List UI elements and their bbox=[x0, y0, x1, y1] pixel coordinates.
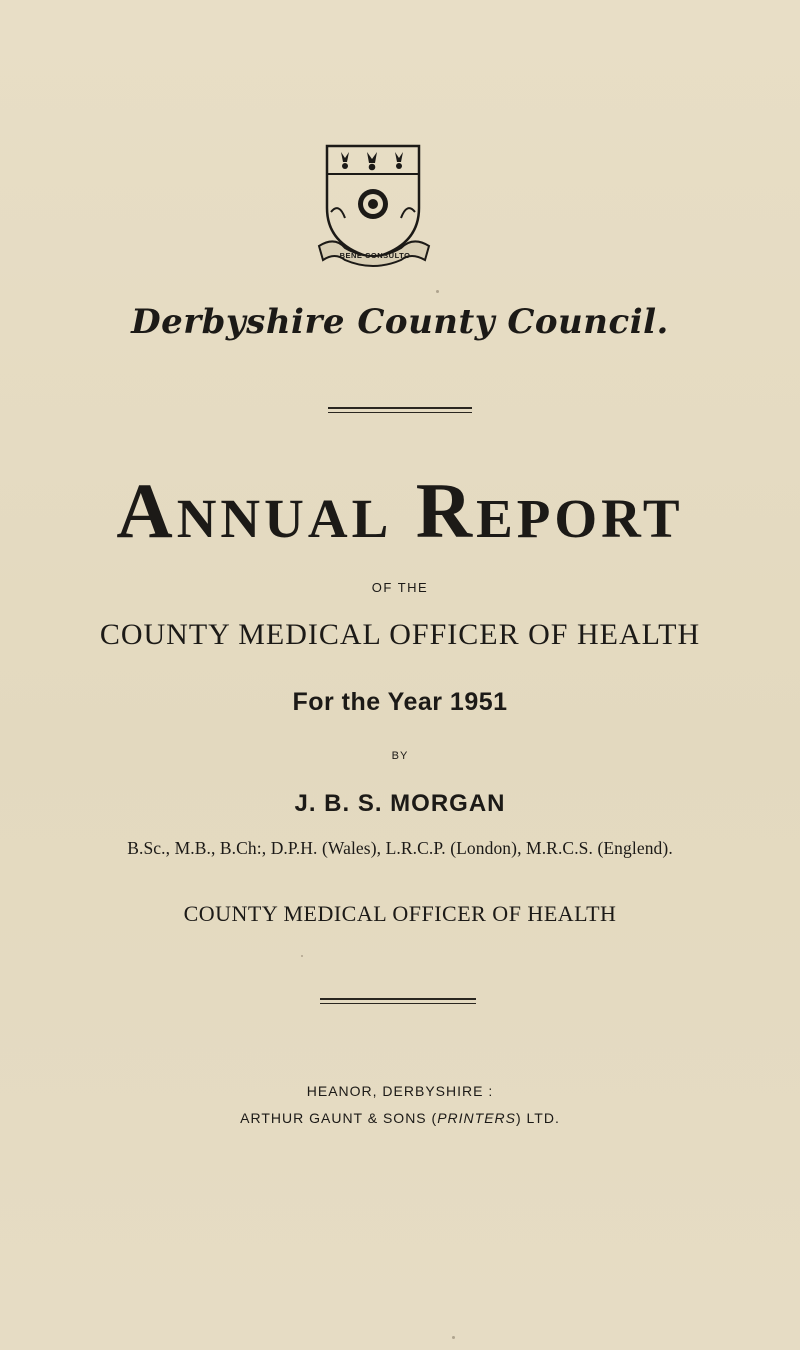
author-qualifications: B.Sc., M.B., B.Ch:, D.P.H. (Wales), L.R.C.P. (London), M.R.C.S. (Englend). bbox=[127, 838, 673, 858]
officer-subtitle: COUNTY MEDICAL OFFICER OF HEALTH bbox=[183, 901, 617, 926]
of-the-label: OF THE bbox=[371, 580, 429, 595]
printer-location: HEANOR, DERBYSHIRE : bbox=[306, 1083, 494, 1099]
officer-heading: COUNTY MEDICAL OFFICER OF HEALTH bbox=[99, 618, 701, 651]
printer-name-pre: ARTHUR GAUNT & SONS ( bbox=[240, 1110, 438, 1126]
county-crest-icon bbox=[315, 138, 435, 270]
printer-name bbox=[0, 1110, 800, 1126]
year-line: For the Year 1951 bbox=[292, 688, 508, 716]
author-name: J. B. S. MORGAN bbox=[294, 790, 506, 817]
crest-motto: BENE CONSULTO bbox=[339, 251, 411, 260]
council-name: Derbyshire County Council. bbox=[131, 302, 669, 342]
paper-speck bbox=[452, 1336, 455, 1339]
divider-bottom bbox=[320, 998, 476, 1000]
paper-speck bbox=[436, 290, 439, 293]
printer-name-post: ) LTD. bbox=[516, 1110, 560, 1126]
printer-name-italic: PRINTERS bbox=[437, 1110, 516, 1126]
paper-speck bbox=[301, 955, 303, 957]
divider-top bbox=[328, 407, 472, 409]
by-label: BY bbox=[391, 750, 409, 762]
report-title: Annual Report bbox=[116, 467, 684, 554]
